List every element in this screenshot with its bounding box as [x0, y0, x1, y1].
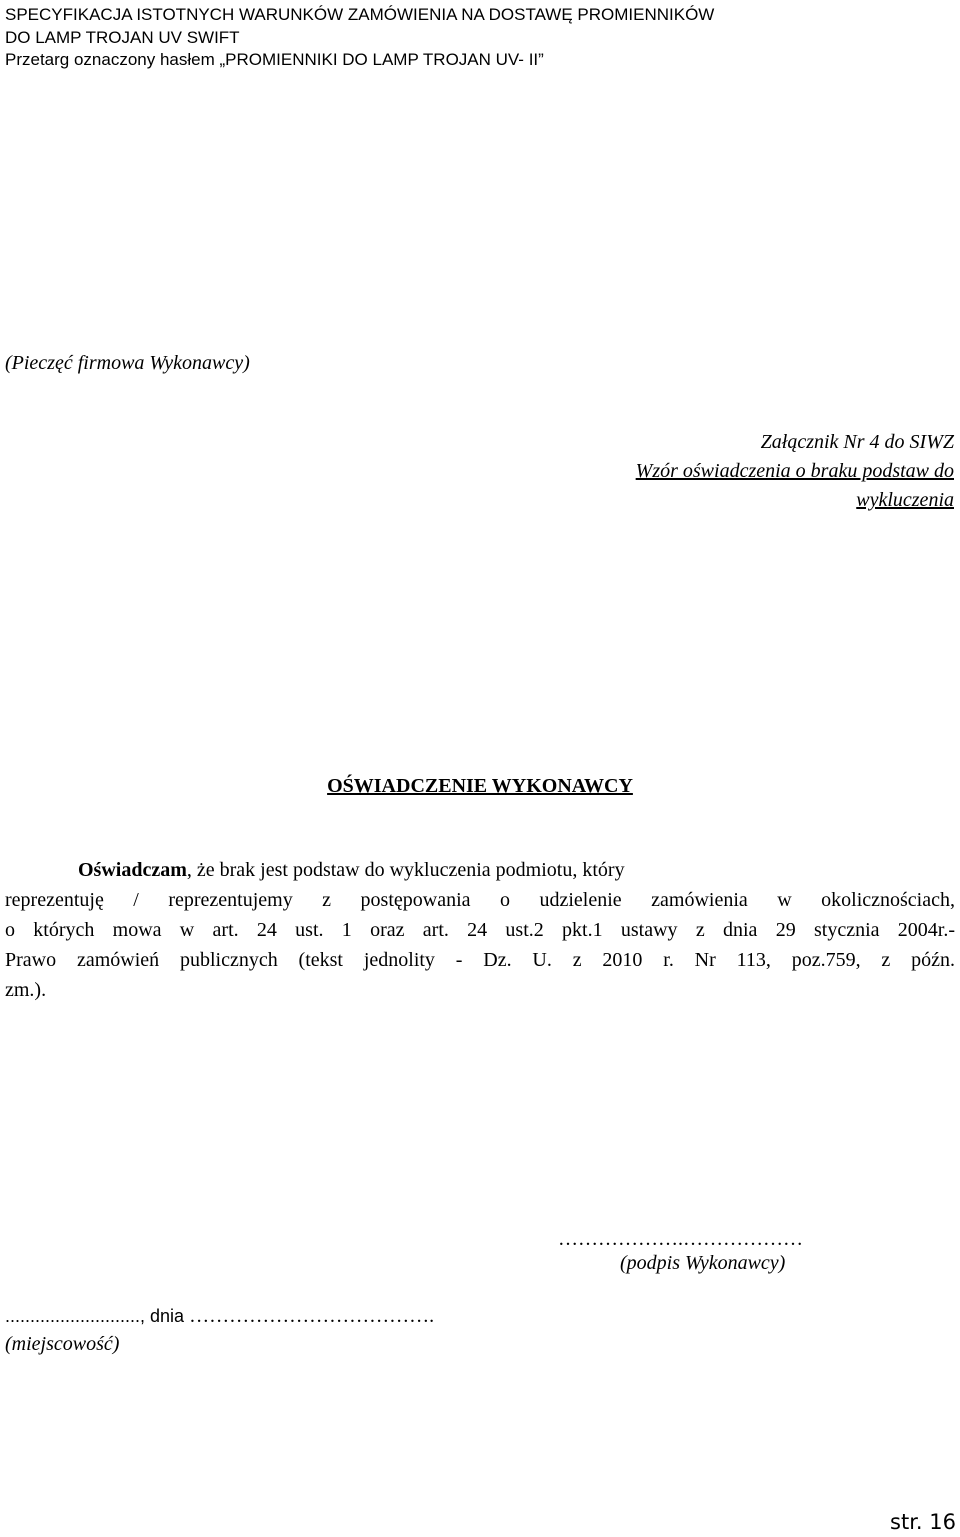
date-dots: ………………………………. — [184, 1305, 435, 1327]
declaration-line-2: reprezentuję / reprezentujemy z postępowania o udzielenie zamówienia w okolicznościach, — [5, 889, 955, 911]
header-tender-name: Przetarg oznaczony hasłem „PROMIENNIKI DO LAMP TROJAN UV- II” — [5, 50, 544, 69]
attachment-subtitle-line1: Wzór oświadczenia o braku podstaw do — [635, 460, 954, 482]
declaration-line-1 — [78, 855, 625, 885]
signature-caption: (podpis Wykonawcy) — [620, 1252, 786, 1274]
page-number: str. 16 — [890, 1510, 956, 1534]
declaration-lead-word: Oświadczam — [78, 859, 187, 881]
place-date-prefix: ..........................., dnia — [5, 1306, 185, 1326]
attachment-title: Załącznik Nr 4 do SIWZ — [760, 431, 954, 453]
header-title-line1: SPECYFIKACJA ISTOTNYCH WARUNKÓW ZAMÓWIENIA NA DOSTAWĘ PROMIENNIKÓW — [5, 5, 715, 24]
attachment-subtitle-line2: wykluczenia — [856, 489, 954, 511]
place-date-line — [5, 1305, 434, 1328]
header-title-line2: DO LAMP TROJAN UV SWIFT — [5, 28, 240, 47]
place-caption: (miejscowość) — [5, 1333, 120, 1355]
company-stamp-caption: (Pieczęć firmowa Wykonawcy) — [5, 352, 250, 374]
declaration-line-3: o których mowa w art. 24 ust. 1 oraz art. 24 ust.2 pkt.1 ustawy z dnia 29 stycznia 2004r.- — [5, 919, 955, 941]
declaration-line-1-text: , że brak jest podstaw do wykluczenia podmiotu, który — [186, 859, 625, 881]
signature-line: ……………….……………… — [558, 1228, 803, 1250]
declaration-heading: OŚWIADCZENIE WYKONAWCY — [327, 775, 633, 797]
declaration-line-4: Prawo zamówień publicznych (tekst jednolity - Dz. U. z 2010 r. Nr 113, poz.759, z późn. — [5, 949, 955, 971]
declaration-line-5: zm.). — [5, 979, 47, 1001]
